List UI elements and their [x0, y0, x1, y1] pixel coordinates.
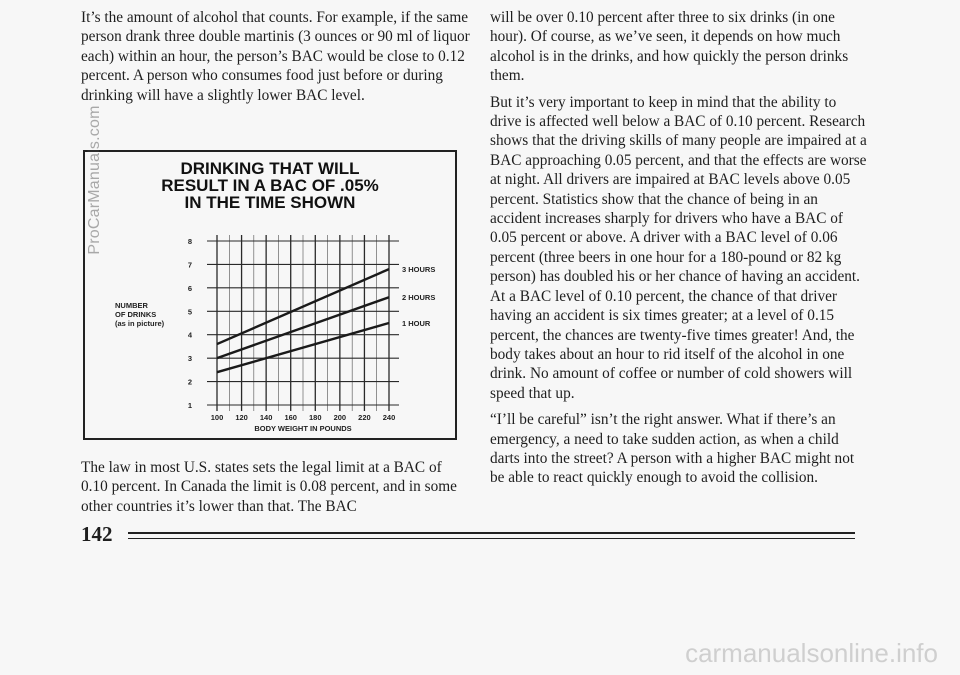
- x-tick-label: 140: [259, 413, 273, 422]
- page-number: 142: [81, 522, 113, 546]
- right-column: [490, 8, 868, 495]
- footer-rule-thin: [128, 538, 855, 539]
- y-tick-label: 3: [187, 354, 193, 364]
- series-label: 1 HOUR: [402, 319, 431, 328]
- side-watermark: ProCarManuals.com: [86, 105, 103, 255]
- series-label: 2 HOURS: [402, 293, 436, 303]
- x-axis-label: BODY WEIGHT IN POUNDS: [254, 424, 352, 433]
- y-tick-label: 1: [187, 401, 193, 410]
- x-tick-label: 180: [309, 413, 322, 422]
- chart-y-axis-label: [115, 301, 165, 328]
- chart-series: [217, 265, 435, 372]
- bottom-watermark: carmanualsonline.info: [685, 638, 938, 668]
- x-tick-label: 240: [382, 413, 396, 422]
- chart-title-line-3: IN THE TIME SHOWN: [184, 193, 356, 212]
- y-tick-label: 4: [187, 330, 193, 340]
- bac-chart-svg: [85, 152, 455, 438]
- x-tick-label: 120: [235, 413, 248, 422]
- left-column: [81, 8, 473, 112]
- bottom-left-paragraph: The law in most U.S. states sets the legal limit at a BAC of 0.10 percent. In Canada the limit is 0.08 percent, and in some other countries it’s lower than that. The BAC: [81, 459, 457, 515]
- series-label: 3 HOURS: [402, 265, 436, 275]
- chart-grid: [207, 235, 399, 411]
- right-paragraph-2: But it’s very important to keep in mind that the ability to drive is affected well below a BAC of 0.10 percent. Research shows that the driving skills of many people are impaired at a BAC approaching 0.05 percent, and that the effects are worse at night. All drivers are impaired at BAC levels above 0.05 percent. Statistics show that the chance of being in an accident increases sharply for drivers who have a BAC of 0.05 percent or above. A driver with a BAC level of 0.06 percent (three beers in one hour for a 180-pound or 82 kg person) has doubled his or her chance of having an accident. At a BAC level of 0.10 percent, the chance of that driver having an accident is six times greater; at a level of 0.15 percent, the chances are twenty-five times greater! And, the body takes about an hour to rid itself of the alcohol in one drink. No amount of coffee or number of cold showers will speed that up.: [490, 93, 867, 402]
- chart-title-line-1: DRINKING THAT WILL: [180, 159, 360, 178]
- y-axis-label-line-2: OF DRINKS: [115, 310, 157, 319]
- y-tick-label: 2: [187, 377, 193, 387]
- y-tick-label: 6: [187, 283, 193, 293]
- y-tick-label: 5: [187, 307, 193, 317]
- x-tick-label: 220: [358, 413, 371, 422]
- footer-rule: [128, 532, 855, 534]
- y-tick-label: 7: [187, 260, 193, 270]
- y-axis-label-line-1: NUMBER: [115, 301, 148, 310]
- bottom-left-column: [81, 458, 471, 523]
- x-tick-label: 200: [333, 413, 347, 422]
- chart-title: [161, 159, 379, 212]
- right-paragraph-3: “I’ll be careful” isn’t the right answer. What if there’s an emergency, a need to take sudden action, as when a child darts into the street? A person with a higher BAC might not be able to react quickly enough to avoid the collision.: [490, 411, 855, 487]
- bac-chart: [83, 150, 457, 440]
- y-axis-label-line-3: (as in picture): [115, 319, 165, 328]
- y-tick-label: 8: [187, 237, 193, 246]
- chart-title-line-2: RESULT IN A BAC OF .05%: [161, 176, 379, 195]
- left-paragraph: It’s the amount of alcohol that counts. For example, if the same person drank three double martinis (3 ounces or 90 ml of liquor each) within an hour, the person’s BAC would be close to 0.12 percent. A person who consumes food just before or during drinking will have a slightly lower BAC level.: [81, 9, 470, 104]
- x-tick-label: 100: [210, 413, 224, 422]
- right-paragraph-1: will be over 0.10 percent after three to six drinks (in one hour). Of course, as we’ve seen, it depends on how much alcohol is in the drinks, and how quickly the person drinks them.: [490, 9, 849, 85]
- x-tick-label: 160: [284, 413, 297, 422]
